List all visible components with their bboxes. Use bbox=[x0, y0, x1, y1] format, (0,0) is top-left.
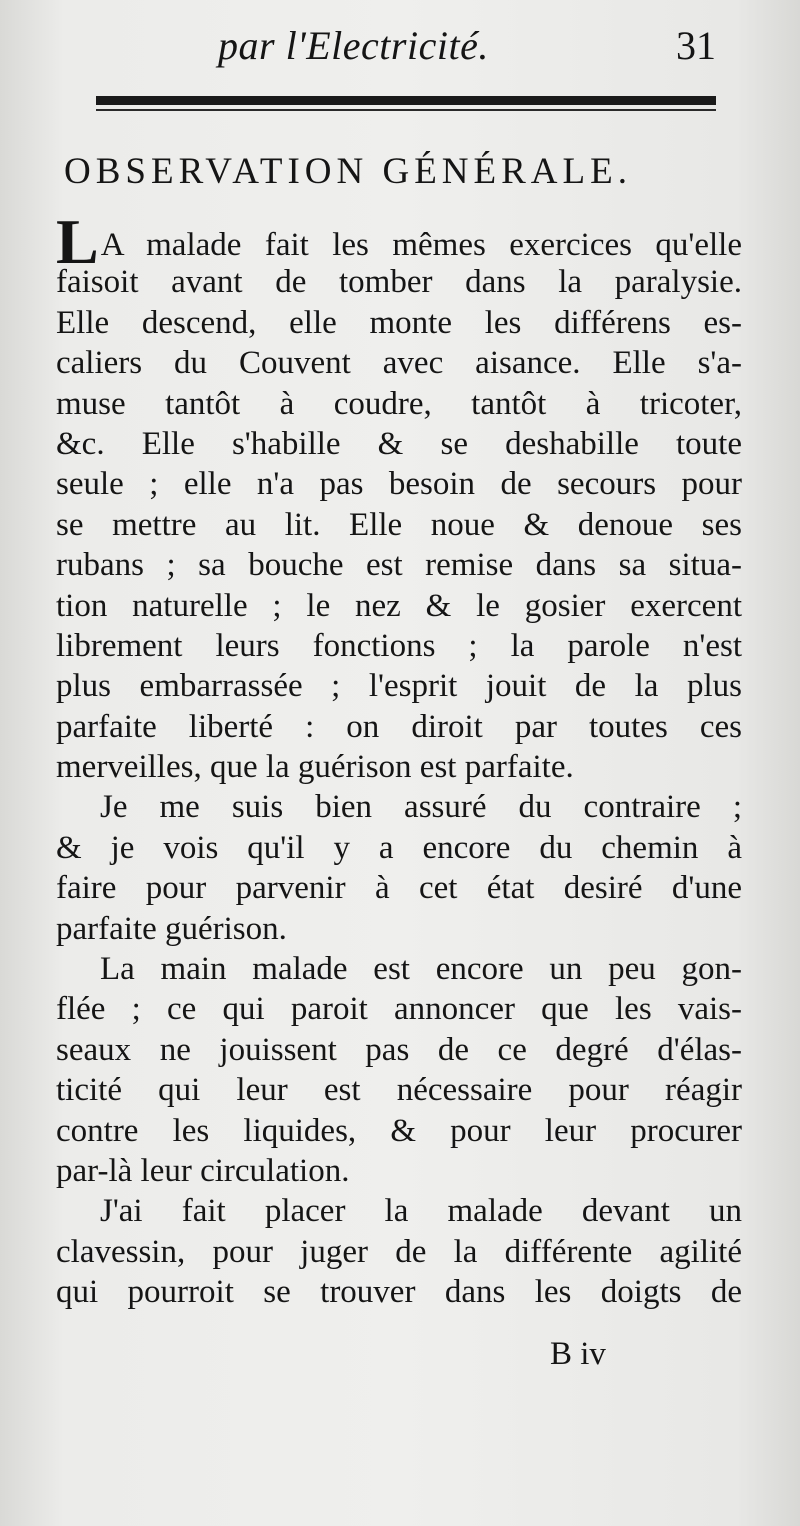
text-line: J'ai fait placer la malade devant un bbox=[100, 1193, 742, 1230]
text-line: qui pourroit se trouver dans les doigts de bbox=[56, 1274, 742, 1311]
text-line: seaux ne jouissent pas de ce degré d'élas- bbox=[56, 1031, 742, 1068]
text-line: Je me suis bien assuré du contraire ; bbox=[100, 789, 742, 826]
page-header bbox=[0, 18, 800, 78]
text-line: tion naturelle ; le nez & le gosier exercent bbox=[56, 587, 742, 624]
text-line: faisoit avant de tomber dans la paralysie. bbox=[56, 264, 742, 301]
text-line: flée ; ce qui paroit annoncer que les vais- bbox=[56, 991, 742, 1028]
text-line: ticité qui leur est nécessaire pour réagir bbox=[56, 1072, 742, 1109]
signature-mark: B iv bbox=[550, 1336, 606, 1372]
text-line: rubans ; sa bouche est remise dans sa situa- bbox=[56, 547, 742, 584]
drop-cap: L bbox=[56, 206, 99, 277]
text-line: parfaite guérison. bbox=[56, 910, 287, 947]
header-rule-thick bbox=[96, 96, 716, 105]
text-line: par-là leur circulation. bbox=[56, 1152, 350, 1189]
text-line: parfaite liberté : on diroit par toutes ces bbox=[56, 708, 742, 745]
text-line: LA malade fait les mêmes exercices qu'elle bbox=[56, 206, 742, 277]
text-line: seule ; elle n'a pas besoin de secours pour bbox=[56, 466, 742, 503]
page-number: 31 bbox=[676, 23, 716, 68]
running-title: par l'Electricité. bbox=[218, 23, 489, 68]
text-line: muse tantôt à coudre, tantôt à tricoter, bbox=[56, 385, 742, 422]
header-rule-thin bbox=[96, 109, 716, 111]
text-line: merveilles, que la guérison est parfaite. bbox=[56, 749, 574, 786]
text-line: se mettre au lit. Elle noue & denoue ses bbox=[56, 506, 742, 543]
text-line: & je vois qu'il y a encore du chemin à bbox=[56, 829, 742, 866]
text-line: La main malade est encore un peu gon- bbox=[100, 951, 742, 988]
section-title: OBSERVATION GÉNÉRALE. bbox=[64, 151, 632, 192]
text-line: faire pour parvenir à cet état desiré d'une bbox=[56, 870, 742, 907]
text-line: plus embarrassée ; l'esprit jouit de la plus bbox=[56, 668, 742, 705]
text-line: contre les liquides, & pour leur procurer bbox=[56, 1112, 742, 1149]
text-line: Elle descend, elle monte les différens es- bbox=[56, 304, 742, 341]
text-line: caliers du Couvent avec aisance. Elle s'a- bbox=[56, 345, 742, 382]
body-text bbox=[56, 206, 742, 1313]
text-line: clavessin, pour juger de la différente agilité bbox=[56, 1233, 742, 1270]
text-line: &c. Elle s'habille & se deshabille toute bbox=[56, 425, 742, 462]
text-line: librement leurs fonctions ; la parole n'est bbox=[56, 627, 742, 664]
